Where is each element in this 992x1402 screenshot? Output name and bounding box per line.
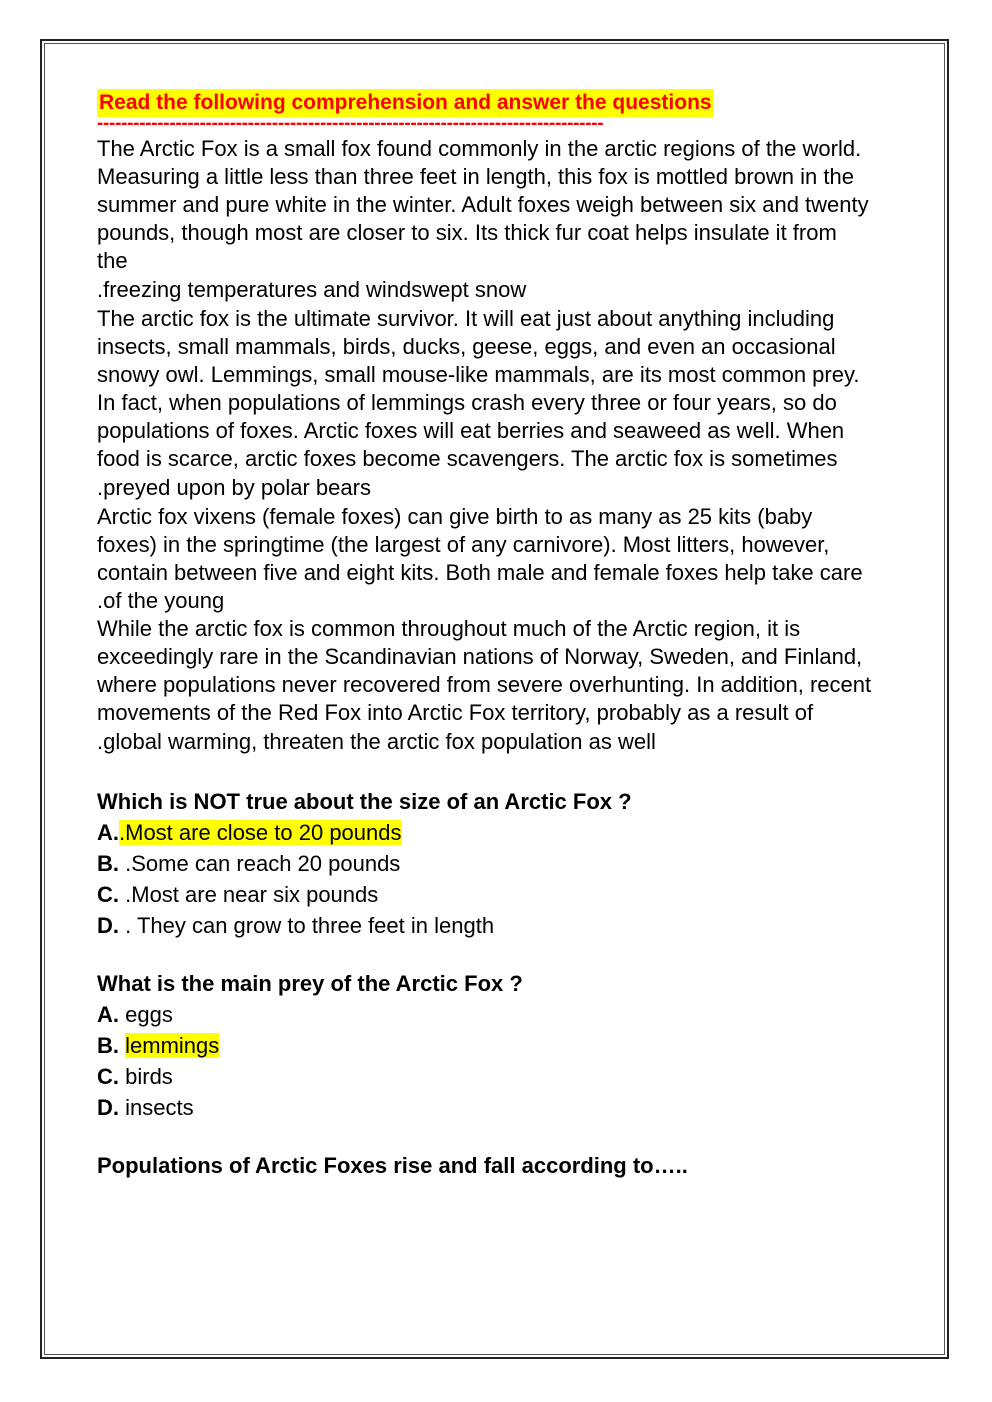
option-letter: A.	[97, 1002, 119, 1027]
answer-option[interactable]	[97, 999, 927, 1030]
passage-paragraph-2-tail: .preyed upon by polar bears	[97, 475, 371, 500]
passage-paragraph-4-tail: .global warming, threaten the arctic fox population as well	[97, 729, 656, 754]
question-text: Which is NOT true about the size of an Arctic Fox ?	[97, 789, 632, 814]
option-letter: D.	[97, 1095, 119, 1120]
answer-option[interactable]	[97, 817, 927, 848]
answer-option[interactable]	[97, 1061, 927, 1092]
passage-paragraph-3-tail: .of the young	[97, 588, 225, 613]
option-letter: D.	[97, 913, 119, 938]
option-text-highlighted: .Most are close to 20 pounds	[119, 820, 402, 845]
question-2	[97, 969, 927, 1123]
question-text: What is the main prey of the Arctic Fox ?	[97, 971, 523, 996]
question-3	[97, 1151, 927, 1181]
option-text: eggs	[125, 1002, 173, 1027]
heading-divider: ------------------------------------------------------------------------------------	[97, 113, 604, 134]
option-letter: B.	[97, 851, 119, 876]
option-letter: C.	[97, 882, 119, 907]
passage	[97, 135, 927, 757]
answer-option[interactable]	[97, 1092, 927, 1123]
option-letter: A.	[97, 820, 119, 845]
answer-option[interactable]	[97, 879, 927, 910]
option-letter: B.	[97, 1033, 119, 1058]
answer-option[interactable]	[97, 1030, 927, 1061]
passage-paragraph-2: The arctic fox is the ultimate survivor. It will eat just about anything including insects, small mammals, birds, ducks, geese, eggs, and even an occasional snowy owl. Lemmings, small mouse-like mammals, are its most common prey. In fact, when populations of lemmings crash every three or four years, so do populations of foxes. Arctic foxes will eat berries and seaweed as well. When food is scarce, arctic foxes become scavengers. The arctic fox is sometimes	[97, 306, 860, 471]
question-text: Populations of Arctic Foxes rise and fall according to…..	[97, 1153, 688, 1178]
passage-paragraph-1-tail: .freezing temperatures and windswept snow	[97, 277, 527, 302]
option-text: birds	[125, 1064, 173, 1089]
option-text: insects	[125, 1095, 194, 1120]
option-text: . They can grow to three feet in length	[125, 913, 495, 938]
option-text-highlighted: lemmings	[125, 1033, 220, 1058]
option-text: .Most are near six pounds	[125, 882, 379, 907]
answer-option[interactable]	[97, 848, 927, 879]
worksheet-content	[97, 89, 927, 1181]
passage-paragraph-1: The Arctic Fox is a small fox found commonly in the arctic regions of the world. Measuring a little less than three feet in length, this fox is mottled brown in the summer and pure white in the winter. Adult foxes weigh between six and twenty pounds, though most are closer to six. Its thick fur coat helps insulate it from the	[97, 136, 869, 273]
passage-paragraph-4: While the arctic fox is common throughout much of the Arctic region, it is exceedingly rare in the Scandinavian nations of Norway, Sweden, and Finland, where populations never recovered from severe overhunting. In addition, recent movements of the Red Fox into Arctic Fox territory, probably as a result of	[97, 616, 872, 725]
passage-paragraph-3: Arctic fox vixens (female foxes) can give birth to as many as 25 kits (baby foxes) in the springtime (the largest of any carnivore). Most litters, however, contain between five and eight kits. Both male and female foxes help take care	[97, 504, 863, 585]
option-letter: C.	[97, 1064, 119, 1089]
question-1	[97, 787, 927, 941]
option-text: .Some can reach 20 pounds	[125, 851, 401, 876]
answer-option[interactable]	[97, 910, 927, 941]
worksheet-heading: Read the following comprehension and answer the questions	[97, 89, 714, 117]
